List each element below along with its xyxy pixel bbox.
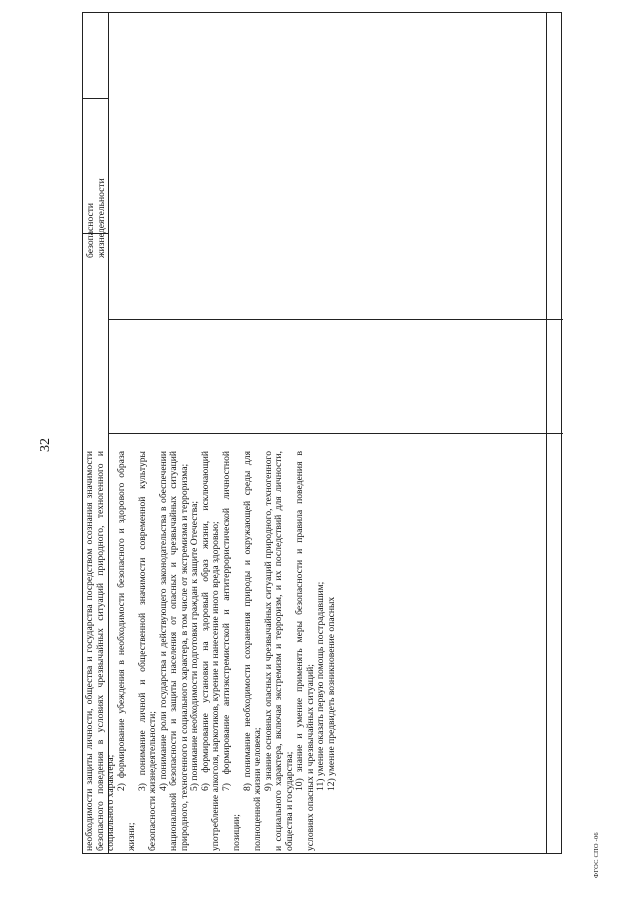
competency-paragraph: необходимости защиты личности, общества и государства посредством осознания значимости безопасного поведения в условиях чрезвычайных ситуаций природного, техногенного и социального характера; [84, 451, 116, 851]
competency-paragraph: 7) формирование антиэкстремистской и антитеррористической личностной позиции; [220, 451, 242, 851]
discipline-name [85, 178, 107, 258]
competency-paragraph: 9) знание основных опасных и чрезвычайных ситуаций природного, техногенного и социального характера, включая экстремизм и терроризм, и их последствий для личности, общества и государства; [262, 451, 295, 851]
curriculum-table [82, 12, 562, 854]
discipline-line-2: жизнедеятельности [96, 178, 107, 258]
competency-paragraph: 3) понимание личной и общественной значимости современной культуры безопасности жизнедеятельности; [136, 451, 158, 851]
footer-code: ФГОС СПО -06 [593, 832, 600, 878]
competency-text [85, 451, 337, 851]
competency-paragraph: 2) формирование убеждения в необходимости безопасного и здорового образа жизни; [115, 451, 137, 851]
discipline-line-1: безопасности [85, 202, 96, 258]
table-divider [83, 98, 108, 99]
competency-paragraph: 6) формирование установки на здоровый образ жизни, исключающий употребление алкоголя, наркотиков, курение и нанесение иного вреда здоровью; [199, 451, 221, 851]
page-number: 32 [38, 438, 53, 452]
competency-paragraph: 8) понимание необходимости сохранения природы и окружающей среды для полноценной жизни человека; [241, 451, 263, 851]
table-divider [108, 433, 563, 434]
competency-paragraph: 11) умение оказать первую помощь пострадавшим; [315, 581, 326, 791]
table-divider [108, 319, 563, 320]
competency-paragraph: 5) понимание необходимости подготовки граждан к защите Отечества; [189, 500, 200, 791]
competency-paragraph: 10) знание и умение применять меры безопасности и правила поведения в условиях опасных и чрезвычайных ситуаций; [294, 451, 316, 851]
competency-paragraph: 12) умение предвидеть возникновение опасных [325, 596, 337, 791]
competency-paragraph: 4) понимание роли государства и действующего законодательства в обеспечении национальной безопасности и защиты населения от опасных и чрезвычайных ситуаций природного, техногенного и социального характера, в том числе от экстремизма и терроризма; [157, 451, 190, 851]
